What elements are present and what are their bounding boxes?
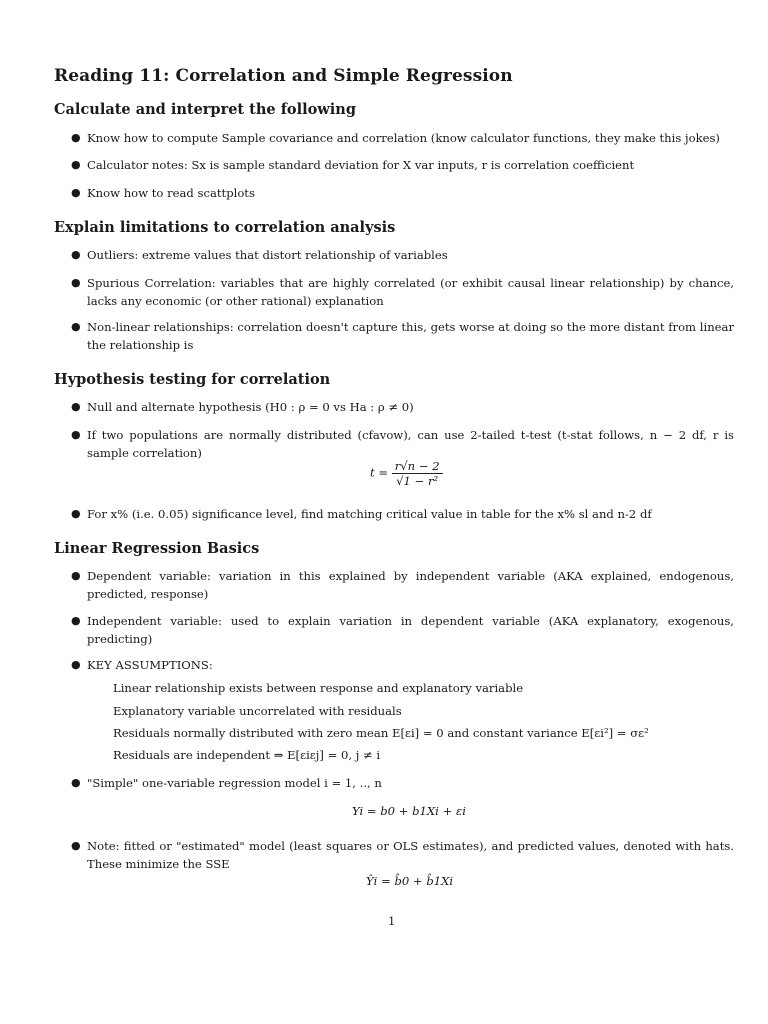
assumption-item: Explanatory variable uncorrelated with residuals	[113, 704, 402, 718]
assumption-item: Residuals normally distributed with zero mean E[εi] = 0 and constant variance E[εi²] = σε²	[113, 726, 649, 740]
bullet-icon: ●	[71, 658, 81, 671]
assumption-item: Linear relationship exists between response and explanatory variable	[113, 681, 524, 695]
bullet-icon: ●	[71, 507, 81, 520]
section-heading-calculate: Calculate and interpret the following	[54, 101, 356, 118]
bullet-icon: ●	[71, 276, 81, 289]
assumption-item: Residuals are independent ⇒ E[εiεj] = 0, j ≠ i	[113, 748, 381, 762]
bullet-icon: ●	[71, 839, 81, 852]
section-heading-regression: Linear Regression Basics	[54, 540, 260, 557]
bullet-icon: ●	[71, 186, 81, 199]
bullet-icon: ●	[71, 428, 81, 441]
bullet-icon: ●	[71, 776, 81, 789]
bullet-icon: ●	[71, 131, 81, 144]
section-heading-hypothesis: Hypothesis testing for correlation	[54, 371, 331, 388]
bullet-icon: ●	[71, 569, 81, 582]
section-heading-limitations: Explain limitations to correlation analysis	[54, 219, 396, 236]
page-number: 1	[388, 914, 396, 928]
regression-model-equation: Yi = b0 + b1Xi + εi	[352, 804, 466, 818]
t-stat-equation: t = $\frac{r√n - 2}{\text{√1 − r²}}$	[370, 459, 443, 488]
fitted-model-equation: Ŷi = b̂0 + b̂1Xi	[366, 874, 454, 888]
bullet-icon: ●	[71, 320, 81, 333]
bullet-icon: ●	[71, 248, 81, 261]
bullet-icon: ●	[71, 614, 81, 627]
t-stat-fraction: $\frac{r√n - 2}{\text{√1 − r²}}$	[392, 459, 443, 488]
bullet-icon: ●	[71, 400, 81, 413]
bullet-icon: ●	[71, 158, 81, 171]
page-title: Reading 11: Correlation and Simple Regression	[54, 66, 513, 86]
